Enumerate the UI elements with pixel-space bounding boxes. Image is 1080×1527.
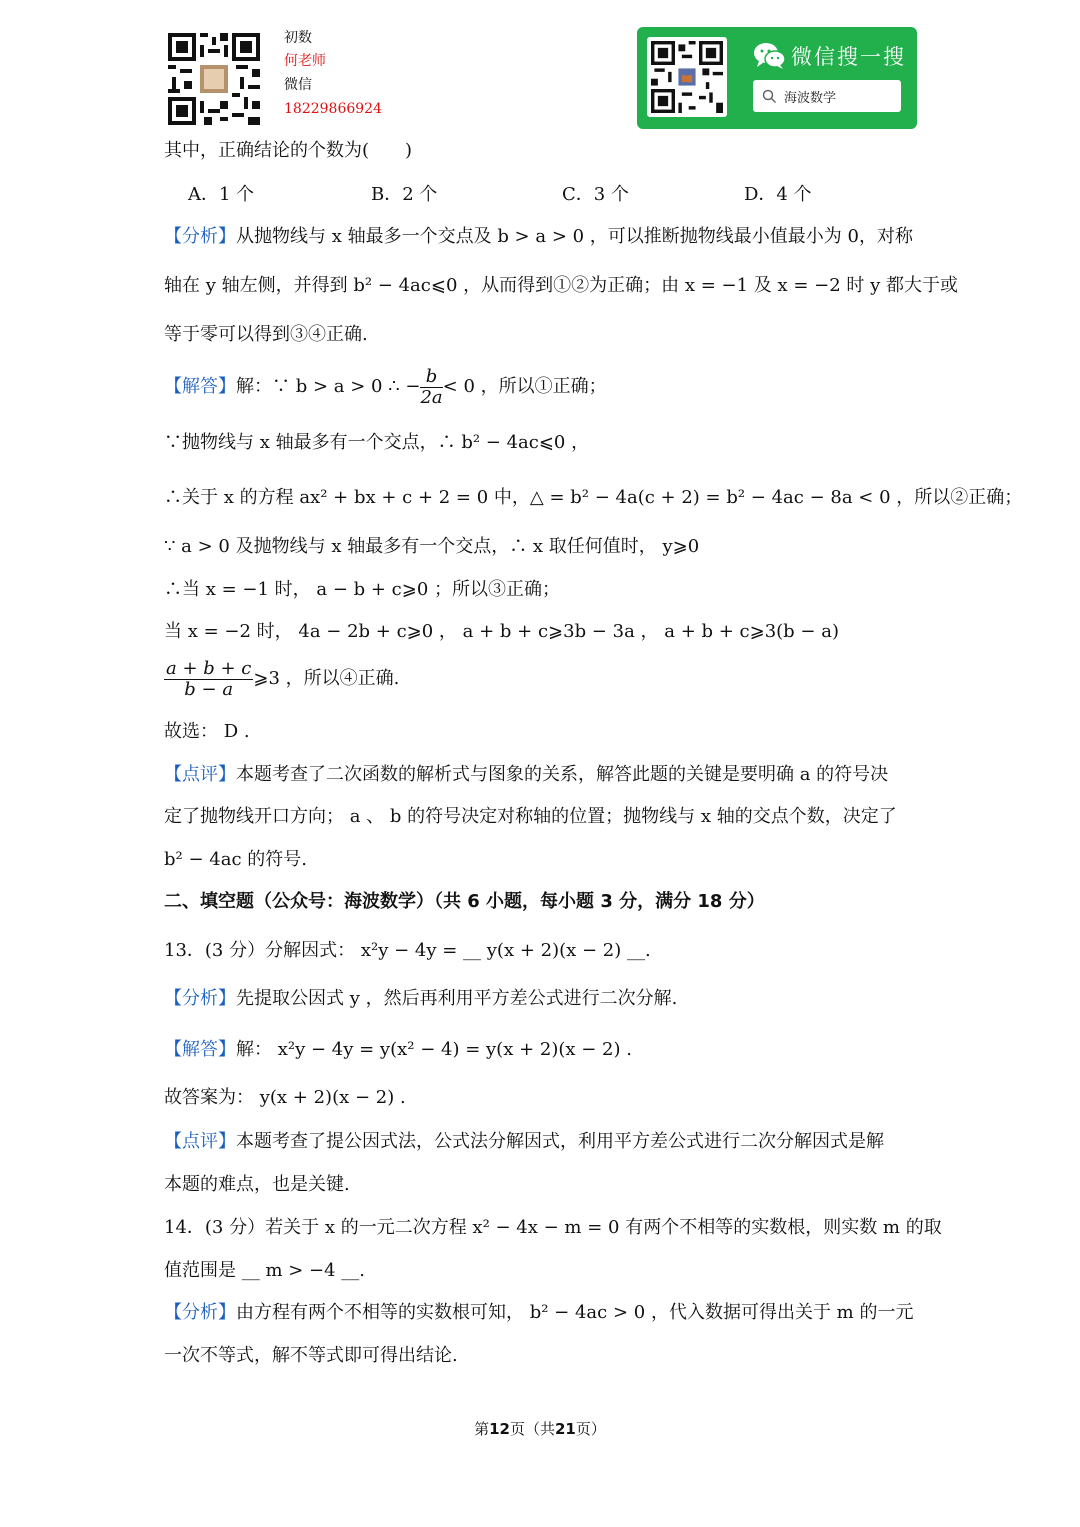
- comment-paragraph: [164, 762, 888, 788]
- contact-wechat-label: 微信: [284, 77, 312, 93]
- answer-line-7-post: ⩾3 ，所以④正确.: [253, 668, 400, 689]
- q13-answer-text: 解： x²y − 4y = y(x² − 4) = y(x + 2)(x − 2) .: [236, 1039, 632, 1060]
- section-heading: 二、填空题（公众号：海波数学）（共 6 小题，每小题 3 分，满分 18 分）: [164, 891, 765, 912]
- wechat-search-title: 微信搜一搜: [791, 45, 906, 69]
- question-13: 13．(3 分）分解因式： x²y − 4y = __ y(x + 2)(x − 2) __.: [164, 940, 651, 961]
- answer-line-3: ∴关于 x 的方程 ax² + bx + c + 2 = 0 中，△ = b² − 4a(c + 2) = b² − 4ac − 8a < 0 ，所以②正确；: [164, 487, 1023, 508]
- option-a: A．1 个: [188, 184, 255, 205]
- search-icon: [762, 89, 777, 104]
- answer-line-1-pre: 解：∵ b > a > 0 ∴ −: [236, 376, 421, 397]
- wechat-search-box[interactable]: [753, 80, 901, 112]
- answer-tag: 【解答】: [164, 1039, 236, 1060]
- contact-qr-code: [168, 33, 260, 125]
- comment-tag: 【点评】: [164, 1131, 236, 1152]
- question-14-line-1: 14．(3 分）若关于 x 的一元二次方程 x² − 4x − m = 0 有两个不相等的实数根，则实数 m 的取: [164, 1217, 942, 1238]
- analysis-line-3: 等于零可以得到③④正确.: [164, 324, 368, 345]
- q13-analysis-text: 先提取公因式 y ，然后再利用平方差公式进行二次分解.: [236, 988, 678, 1009]
- contact-teacher-name: 何老师: [284, 53, 326, 69]
- contact-subject: 初数: [284, 30, 312, 46]
- analysis-line-1: 从抛物线与 x 轴最多一个交点及 b > a > 0 ，可以推断抛物线最小值最小为 0，对称: [236, 226, 913, 247]
- q14-analysis: [164, 1300, 913, 1326]
- analysis-line-2: 轴在 y 轴左侧，并得到 b² − 4ac⩽0 ，从而得到①②为正确；由 x = −1 及 x = −2 时 y 都大于或: [164, 275, 959, 296]
- comment-line-3: b² − 4ac 的符号.: [164, 849, 307, 870]
- answer-line-6: 当 x = −2 时， 4a − 2b + c⩾0 ， a + b + c⩾3b − 3a ， a + b + c⩾3(b − a): [164, 621, 839, 642]
- footer-middle: 页（共: [509, 1420, 555, 1438]
- fraction-sum-over-diff: [164, 659, 253, 700]
- answer-line-1: [164, 363, 607, 411]
- answer-line-1-post: < 0 ，所以①正确；: [442, 376, 607, 397]
- wechat-search-banner: [637, 27, 917, 129]
- question-stem-end: 其中，正确结论的个数为( ): [164, 140, 413, 161]
- q13-final-answer: 故答案为： y(x + 2)(x − 2) .: [164, 1087, 406, 1108]
- page-footer: [0, 1418, 1080, 1439]
- answer-line-4: ∵ a > 0 及抛物线与 x 轴最多有一个交点，∴ x 取任何值时， y⩾0: [164, 536, 700, 557]
- q13-comment-line-2: 本题的难点，也是关键.: [164, 1174, 350, 1195]
- wechat-logo-icon: [753, 42, 787, 70]
- fraction-numerator: a + b + c: [166, 657, 252, 679]
- answer-tag: 【解答】: [164, 376, 236, 397]
- footer-prefix: 第: [474, 1420, 490, 1438]
- comment-line-1: 本题考查了二次函数的解析式与图象的关系，解答此题的关键是要明确 a 的符号决: [236, 764, 889, 785]
- answer-line-5: ∴当 x = −1 时， a − b + c⩾0 ；所以③正确；: [164, 579, 561, 600]
- answer-choice: 故选： D .: [164, 721, 250, 742]
- footer-suffix: 页）: [575, 1420, 606, 1438]
- q13-comment: [164, 1129, 884, 1155]
- fraction-numerator: b: [420, 367, 442, 388]
- answer-line-2: ∵抛物线与 x 轴最多有一个交点，∴ b² − 4ac⩽0 ，: [164, 432, 590, 453]
- q14-analysis-line-1: 由方程有两个不相等的实数根可知， b² − 4ac > 0 ，代入数据可得出关于 m 的一元: [236, 1302, 914, 1323]
- answer-line-7: [164, 658, 399, 700]
- fraction-denominator: 2a: [420, 386, 443, 408]
- comment-tag: 【点评】: [164, 764, 236, 785]
- question-14-line-2: 值范围是 __ m > −4 __.: [164, 1260, 366, 1281]
- analysis-tag: 【分析】: [164, 1302, 236, 1323]
- analysis-tag: 【分析】: [164, 988, 236, 1009]
- total-page-count: 21: [555, 1420, 576, 1438]
- q13-comment-line-1: 本题考查了提公因式法，公式法分解因式，利用平方差公式进行二次分解因式是解: [236, 1131, 884, 1152]
- option-c: C．3 个: [562, 184, 629, 205]
- wechat-search-text: 海波数学: [784, 91, 837, 106]
- fraction-b-over-2a: [420, 367, 442, 408]
- analysis-paragraph: [164, 224, 913, 250]
- option-b: B．2 个: [371, 184, 438, 205]
- option-d: D．4 个: [744, 184, 812, 205]
- fraction-denominator: b − a: [184, 678, 234, 700]
- q14-analysis-line-2: 一次不等式，解不等式即可得出结论.: [164, 1345, 458, 1366]
- q13-analysis: [164, 986, 677, 1012]
- contact-phone-number: 18229866924: [284, 101, 382, 117]
- analysis-tag: 【分析】: [164, 226, 236, 247]
- wechat-qr-code: [647, 37, 727, 117]
- current-page-number: 12: [489, 1420, 510, 1438]
- comment-line-2: 定了抛物线开口方向； a 、 b 的符号决定对称轴的位置；抛物线与 x 轴的交点个数，决定了: [164, 806, 897, 827]
- q13-answer: [164, 1037, 632, 1063]
